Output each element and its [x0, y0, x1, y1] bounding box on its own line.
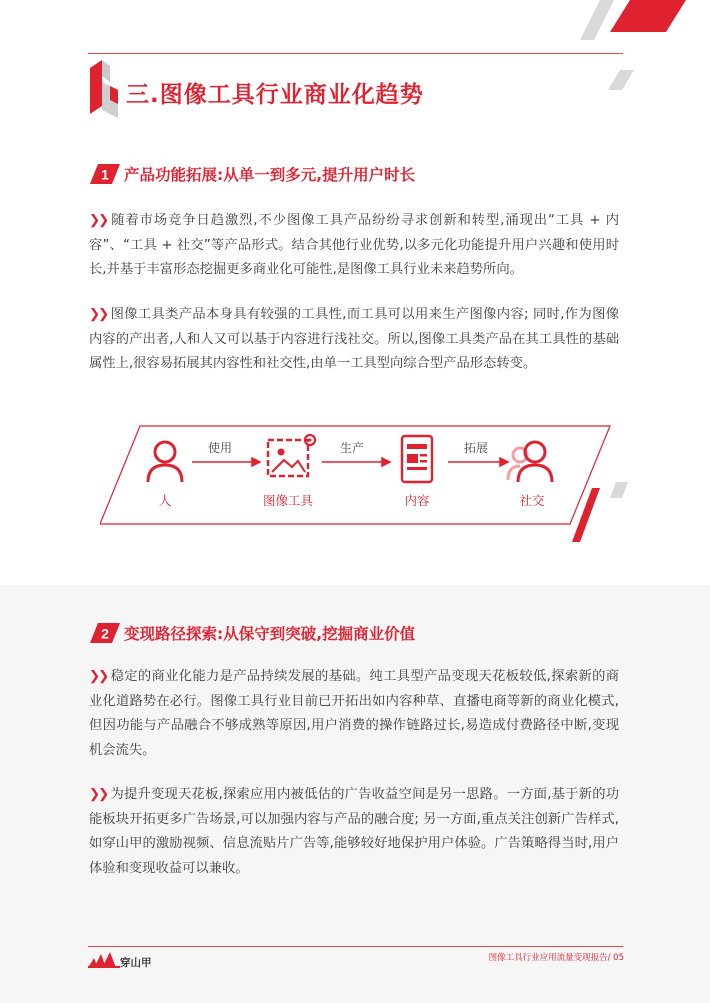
page-title: 三.图像工具行业商业化趋势	[126, 82, 424, 108]
section-number-badge-2	[90, 623, 120, 643]
node-label-content: 内容	[404, 493, 430, 508]
bullet-arrow-icon: ❯❯	[89, 307, 108, 322]
section-number-badge-1	[90, 164, 120, 184]
edge-label-produce: 生产	[339, 441, 365, 455]
flow-arrow-2	[322, 458, 390, 466]
section1-title: 产品功能拓展:从单一到多元,提升用户时长	[124, 166, 416, 184]
image-tool-icon	[268, 435, 315, 476]
section2-title: 变现路径探索:从保守到突破,挖掘商业价值	[124, 625, 416, 643]
footer-rule	[88, 946, 623, 947]
footer-brand: 穿山甲	[120, 957, 152, 969]
flow-diagram	[100, 420, 640, 535]
bullet-arrow-icon: ❯❯	[89, 787, 108, 802]
section1-paragraph-2: ❯❯ 图像工具类产品本身具有较强的工具性,而工具可以用来生产图像内容; 同时,作为图像内容的产出者,人和人又可以基于内容进行浅社交。所以,图像工具类产品在其工具性的基础属性上,很容易拓展其内容性和社交性,由单一工具型向综合型产品形态转变。	[89, 307, 619, 371]
section-logo-icon	[88, 60, 122, 118]
node-label-person: 人	[158, 493, 172, 508]
section1-paragraph-1: ❯❯ 随着市场竞争日趋激烈,不少图像工具产品纷纷寻求创新和转型,涌现出“工具 + 内容”、“工具 + 社交”等产品形式。结合其他行业优势,以多元化功能提升用户兴趣和使用时长,并基于丰富形态挖掘更多商业化可能性,是图像工具行业未来趋势所向。	[89, 213, 619, 277]
bullet-arrow-icon: ❯❯	[89, 213, 108, 228]
section-number-2: 2	[101, 625, 109, 642]
brand-logo-icon	[88, 952, 120, 968]
edge-label-expand: 拓展	[463, 441, 489, 455]
section2-paragraph-1: ❯❯ 稳定的商业化能力是产品持续发展的基础。纯工具型产品变现天花板较低,探索新的商业化道路势在必行。图像工具行业目前已开拓出如内容种草、直播电商等新的商业化模式,但因功能与产品融合不够成熟等原因,用户消费的操作链路过长,易造成付费路径中断,变现机会流失。	[89, 669, 619, 758]
header-decoration	[580, 0, 710, 95]
flow-arrow-1	[192, 458, 260, 466]
section-number-1: 1	[101, 166, 109, 183]
node-label-social: 社交	[519, 493, 545, 508]
content-icon	[402, 436, 432, 482]
node-label-image-tool: 图像工具	[262, 493, 314, 508]
bullet-arrow-icon: ❯❯	[89, 669, 108, 684]
footer-page-info: 图像工具行业应用流量变现报告/ 05	[488, 953, 624, 963]
flow-arrow-3	[448, 458, 508, 466]
header-rule	[88, 53, 623, 54]
section2-paragraph-2: ❯❯ 为提升变现天花板,探索应用内被低估的广告收益空间是另一思路。一方面,基于新的功能板块开拓更多广告场景,可以加强内容与产品的融合度; 另一方面,重点关注创新广告样式,如穿山甲的激励视频、信息流贴片广告等,能够较好地保护用户体验。广告策略得当时,用户体验和变现收益可以兼收。	[89, 787, 619, 876]
social-icon	[508, 442, 552, 482]
mid-decoration	[572, 482, 632, 544]
edge-label-use: 使用	[207, 441, 233, 455]
person-icon	[148, 442, 182, 482]
